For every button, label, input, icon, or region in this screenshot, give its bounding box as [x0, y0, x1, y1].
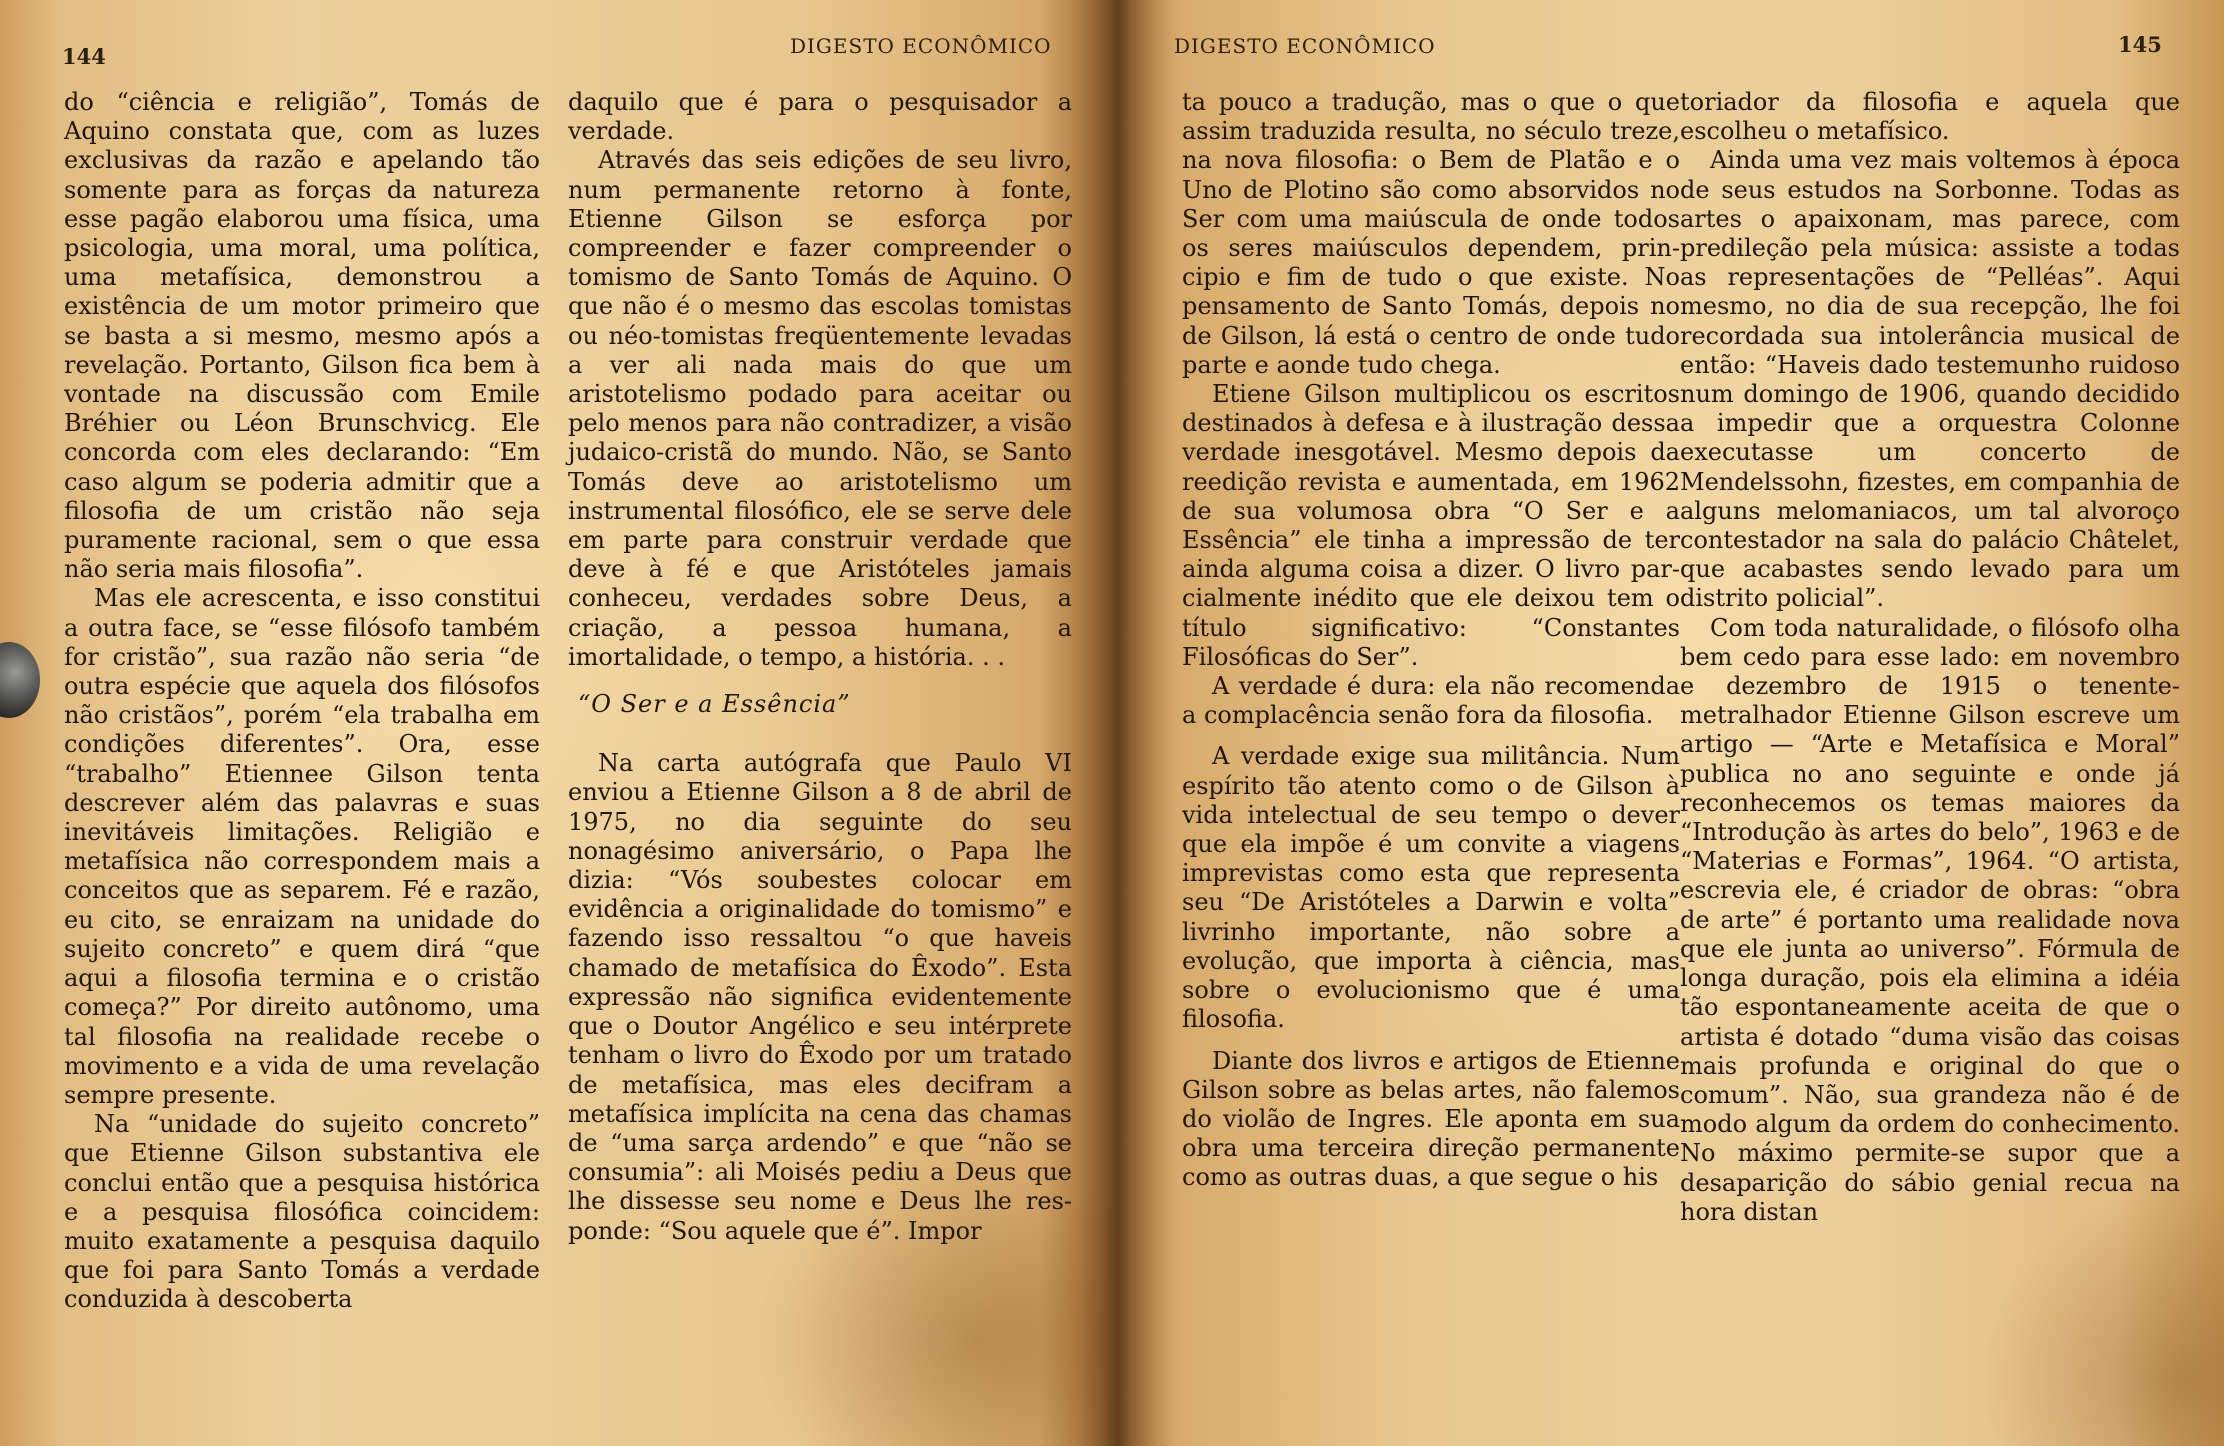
- left-column-2: [568, 88, 1072, 1246]
- paragraph: ta pouco a tradução, mas o que o que assim traduzida resulta, no século treze, na nova filosofia: o Bem de Platão e o Uno de Plotino são como absorvidos no Ser com uma maiúscula de onde todos os seres maiúsculos dependem, principio e fim de tudo o que existe. No pensamento de Santo Tomás, depois no de Gilson, lá está o centro de onde tudo parte e aonde tudo chega.: [1182, 88, 1680, 379]
- paragraph: Na “unidade do sujeito concreto” que Etienne Gilson substantiva ele conclui então que a pesquisa histórica e a pesquisa filosófica coincidem: muito exatamente a pesquisa daquilo que foi para Santo Tomás a verdade conduzida à descoberta: [64, 1110, 540, 1314]
- left-column-1: [64, 88, 540, 1315]
- running-head-right: DIGESTO ECONÔMICO: [1174, 34, 1436, 58]
- section-heading: “O Ser e a Essência”: [578, 690, 851, 719]
- right-page: [1118, 0, 2224, 1446]
- paragraph: daquilo que é para o pesquisador a verdade.: [568, 88, 1072, 146]
- running-head-left: DIGESTO ECONÔMICO: [790, 34, 1052, 58]
- paragraph: do “ciência e religião”, Tomás de Aquino constata que, com as luzes exclusivas da razão e apelando tão somente para as forças da natureza esse pagão elaborou uma física, uma psicologia, uma moral, uma política, uma metafísica, demonstrou a existência de um motor primeiro que se basta a si mesmo, mesmo após a revelação. Portanto, Gilson fica bem à vontade na discussão com Emile Bréhier ou Léon Brunschvicg. Ele concorda com eles declarando: “Em caso algum se poderia admitir que a filosofia de um cristão não seja puramente racional, sem o que essa não seria mais filosofia”.: [64, 88, 540, 584]
- binding-rivet: [0, 642, 40, 718]
- paragraph: Na carta autógrafa que Paulo VI enviou a Etienne Gilson a 8 de abril de 1975, no dia seguinte do seu nonagésimo aniversário, o Papa lhe dizia: “Vós soubestes colocar em evidência a originalidade do tomismo” e fazendo isso ressaltou “o que haveis chamado de metafísica do Êxodo”. Esta expressão não significa evidentemente que o Doutor Angélico e seu intérprete tenham o livro do Êxodo por um tratado de metafísica, mas eles decifram a metafísica implícita na cena das chamas de “uma sarça ardendo” e que “não se consumia”: ali Moisés pediu a Deus que lhe dissesse seu nome e Deus lhe responde: “Sou aquele que é”. Impor: [568, 749, 1072, 1245]
- page-number-left: 144: [62, 44, 106, 69]
- paragraph: Com toda naturalidade, o filósofo olha bem cedo para esse lado: em novembro e dezembro de 1915 o tenente-metralhador Etienne Gilson escreve um artigo — “Arte e Metafísica e Moral” publica no ano seguinte e onde já reconhecemos os temas maiores da “Introdução às artes do belo”, 1963 e de “Materias e Formas”, 1964. “O artista, escrevia ele, é criador de obras: “obra de arte” é portanto uma realidade nova que ele junta ao universo”. Fórmula de longa duração, pois ela elimina a idéia tão espontaneamente aceita de que o artista é dotado “duma visão das coisas mais profunda e original do que o comum”. Não, sua grandeza não é de modo algum da ordem do conhecimento. No máximo permite-se supor que a desaparição do sábio genial recua na hora distan: [1680, 613, 2180, 1226]
- page-number-right: 145: [2118, 32, 2162, 57]
- paragraph: Através das seis edições de seu livro, num permanente retorno à fonte, Etienne Gilson se esforça por compreender e fazer compreender o tomismo de Santo Tomás de Aquino. O que não é o mesmo das escolas tomistas ou néo-tomistas freqüentemente levadas a ver ali nada mais do que um aristotelismo podado para aceitar ou pelo menos para não contradizer, a visão judaico-cristã do mundo. Não, se Santo Tomás deve ao aristotelismo um instrumental filosófico, ele se serve dele em parte para construir verdade que deve à fé e que Aristóteles jamais conheceu, verdades sobre Deus, a criação, a pessoa humana, a imortalidade, o tempo, a história. . .: [568, 146, 1072, 671]
- paragraph: toriador da filosofia e aquela que escolheu o metafísico.: [1680, 88, 2180, 146]
- paragraph: Mas ele acrescenta, e isso constitui a outra face, se “esse filósofo também for cristão”, sua razão não seria “de outra espécie que aquela dos filósofos não cristãos”, porém “ela trabalha em condições diferentes”. Ora, esse “trabalho” Etiennee Gilson tenta descrever além das palavras e suas inevitáveis limitações. Religião e metafísica não correspondem mais a conceitos que as separem. Fé e razão, eu cito, se enraizam na unidade do sujeito concreto” e quem dirá “que aqui a filosofia termina e o cristão começa?” Por direito autônomo, uma tal filosofia na realidade recebe o movimento e a vida de uma revelação sempre presente.: [64, 584, 540, 1109]
- right-column-2: [1680, 88, 2180, 1227]
- paragraph: Diante dos livros e artigos de Etienne Gilson sobre as belas artes, não falemos do violão de Ingres. Ele aponta em sua obra uma terceira direção permanente como as outras duas, a que segue o his: [1182, 1046, 1680, 1192]
- paragraph: Etiene Gilson multiplicou os escritos destinados à defesa e à ilustração dessa verdade inesgotável. Mesmo depois da reedição revista e aumentada, em 1962 de sua volumosa obra “O Ser e a Essência” ele tinha a impressão de ter ainda alguma coisa a dizer. O livro parcialmente inédito que ele deixou tem o título significativo: “Constantes Filosóficas do Ser”.: [1182, 380, 1680, 671]
- right-column-1: [1182, 88, 1680, 1193]
- paragraph: Ainda uma vez mais voltemos à época de seus estudos na Sorbonne. Todas as artes o apaixonam, mas parece, com predileção pela música: assiste a todas as representações de “Pelléas”. Aqui mesmo, no dia de sua recepção, lhe foi recordada sua intolerância musical de então: “Haveis dado testemunho ruidoso num domingo de 1906, quando decidido a impedir que a orquestra Colonne executasse um concerto de Mendelssohn, fizestes, em companhia de alguns melomaniacos, um tal alvoroço contestador na sala do palácio Châtelet, que acabastes sendo levado para um distrito policial”.: [1680, 146, 2180, 613]
- paragraph: A verdade exige sua militância. Num espírito tão atento como o de Gilson à vida intelectual de seu tempo o dever que ela impõe é um convite a viagens imprevistas como esta que representa seu “De Aristóteles a Darwin e volta” livrinho importante, não sobre a evolução, que importa à ciência, mas sobre o evolucionismo que é uma filosofia.: [1182, 742, 1680, 1034]
- paragraph: A verdade é dura: ela não recomenda a complacência senão fora da filosofia.: [1182, 672, 1680, 730]
